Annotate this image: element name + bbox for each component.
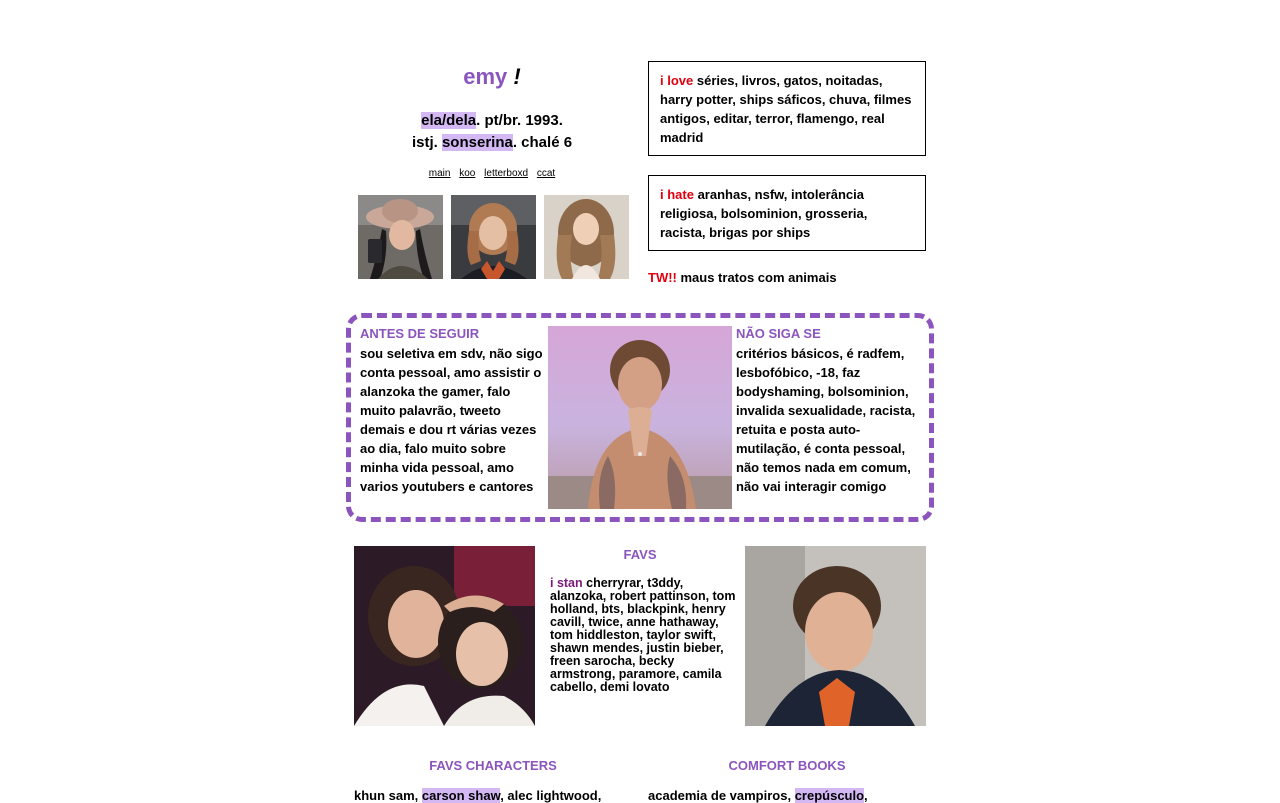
stan-text: cherryrar, t3ddy, alanzoka, robert pattinson, tom holland, bts, blackpink, henry cavill, twice, anne hathaway, tom hiddleston, taylor swift, shawn mendes, justin bieber, freen sarocha, becky armstrong, paramore, camila cabello, demi lovato [550, 576, 736, 694]
love-label: i love [660, 73, 694, 88]
info-line-2-rest: . chalé 6 [512, 134, 573, 151]
favs-stan-list [550, 577, 736, 694]
fav-characters-post: , alec lightwood, [500, 788, 602, 803]
fav-characters-highlight: carson shaw [421, 788, 501, 803]
profile-photo-2 [451, 195, 536, 279]
dont-follow-text: critérios básicos, é radfem, lesbofóbico, -18, faz bodyshaming, bolsominion, invalida sexualidade, racista, retuita e posta auto-mutilação, é conta pessoal, não temos nada em comum, não vai interagir comigo [736, 346, 916, 494]
house: sonserina [441, 134, 513, 151]
love-box [648, 61, 926, 156]
trigger-warning [648, 270, 837, 285]
link-koo[interactable]: koo [459, 168, 476, 179]
info-line-2 [354, 132, 630, 154]
favs-photo-right [745, 546, 926, 726]
love-text: séries, livros, gatos, noitadas, harry potter, ships sáficos, chuva, filmes antigos, editar, terror, flamengo, real madrid [660, 73, 912, 145]
favs-title: FAVS [623, 547, 657, 562]
comfort-books-text [648, 788, 926, 803]
name-exclaim: ! [513, 64, 521, 89]
comfort-books-highlight: crepúsculo [794, 788, 865, 803]
info-line-1 [354, 110, 630, 132]
hate-box [648, 175, 926, 251]
center-photo [548, 326, 732, 509]
hate-text: aranhas, nsfw, intolerância religiosa, bolsominion, grosseria, racista, brigas por ships [660, 187, 868, 240]
fav-characters-title: FAVS CHARACTERS [429, 758, 557, 773]
dont-follow-title: NÃO SIGA SE [736, 326, 821, 341]
link-ccat[interactable]: ccat [536, 168, 556, 179]
link-letterboxd[interactable]: letterboxd [484, 168, 529, 179]
comfort-books-pre: academia de vampiros, [648, 788, 795, 803]
fav-characters-pre: khun sam, [354, 788, 422, 803]
name-text: emy [463, 64, 508, 89]
link-row [354, 168, 630, 179]
tw-label: TW!! [648, 270, 677, 285]
hate-label: i hate [660, 187, 694, 202]
profile-name [354, 64, 630, 90]
pronouns: ela/dela [421, 112, 477, 129]
comfort-books-title: COMFORT BOOKS [728, 758, 846, 773]
info-line-1-rest: . pt/br. 1993. [476, 112, 563, 129]
fav-characters-text [354, 788, 632, 803]
profile-info [354, 110, 630, 154]
link-main[interactable]: main [428, 168, 451, 179]
profile-photo-3 [544, 195, 629, 279]
before-follow-title: ANTES DE SEGUIR [360, 326, 480, 341]
before-follow-text: sou seletiva em sdv, não sigo conta pessoal, amo assistir o alanzoka the gamer, falo muito palavrão, tweeto demais e dou rt várias vezes ao dia, falo muito sobre minha vida pessoal, amo varios youtubers e cantores [360, 346, 543, 494]
stan-label: i stan [550, 576, 583, 590]
favs-photo-left [354, 546, 535, 726]
profile-photo-1 [358, 195, 443, 279]
info-line-2-pre: istj. [411, 134, 442, 151]
comfort-books-post: , [864, 788, 868, 803]
dont-follow-section [736, 326, 922, 496]
tw-text: maus tratos com animais [676, 270, 837, 285]
before-follow-section [360, 326, 546, 496]
